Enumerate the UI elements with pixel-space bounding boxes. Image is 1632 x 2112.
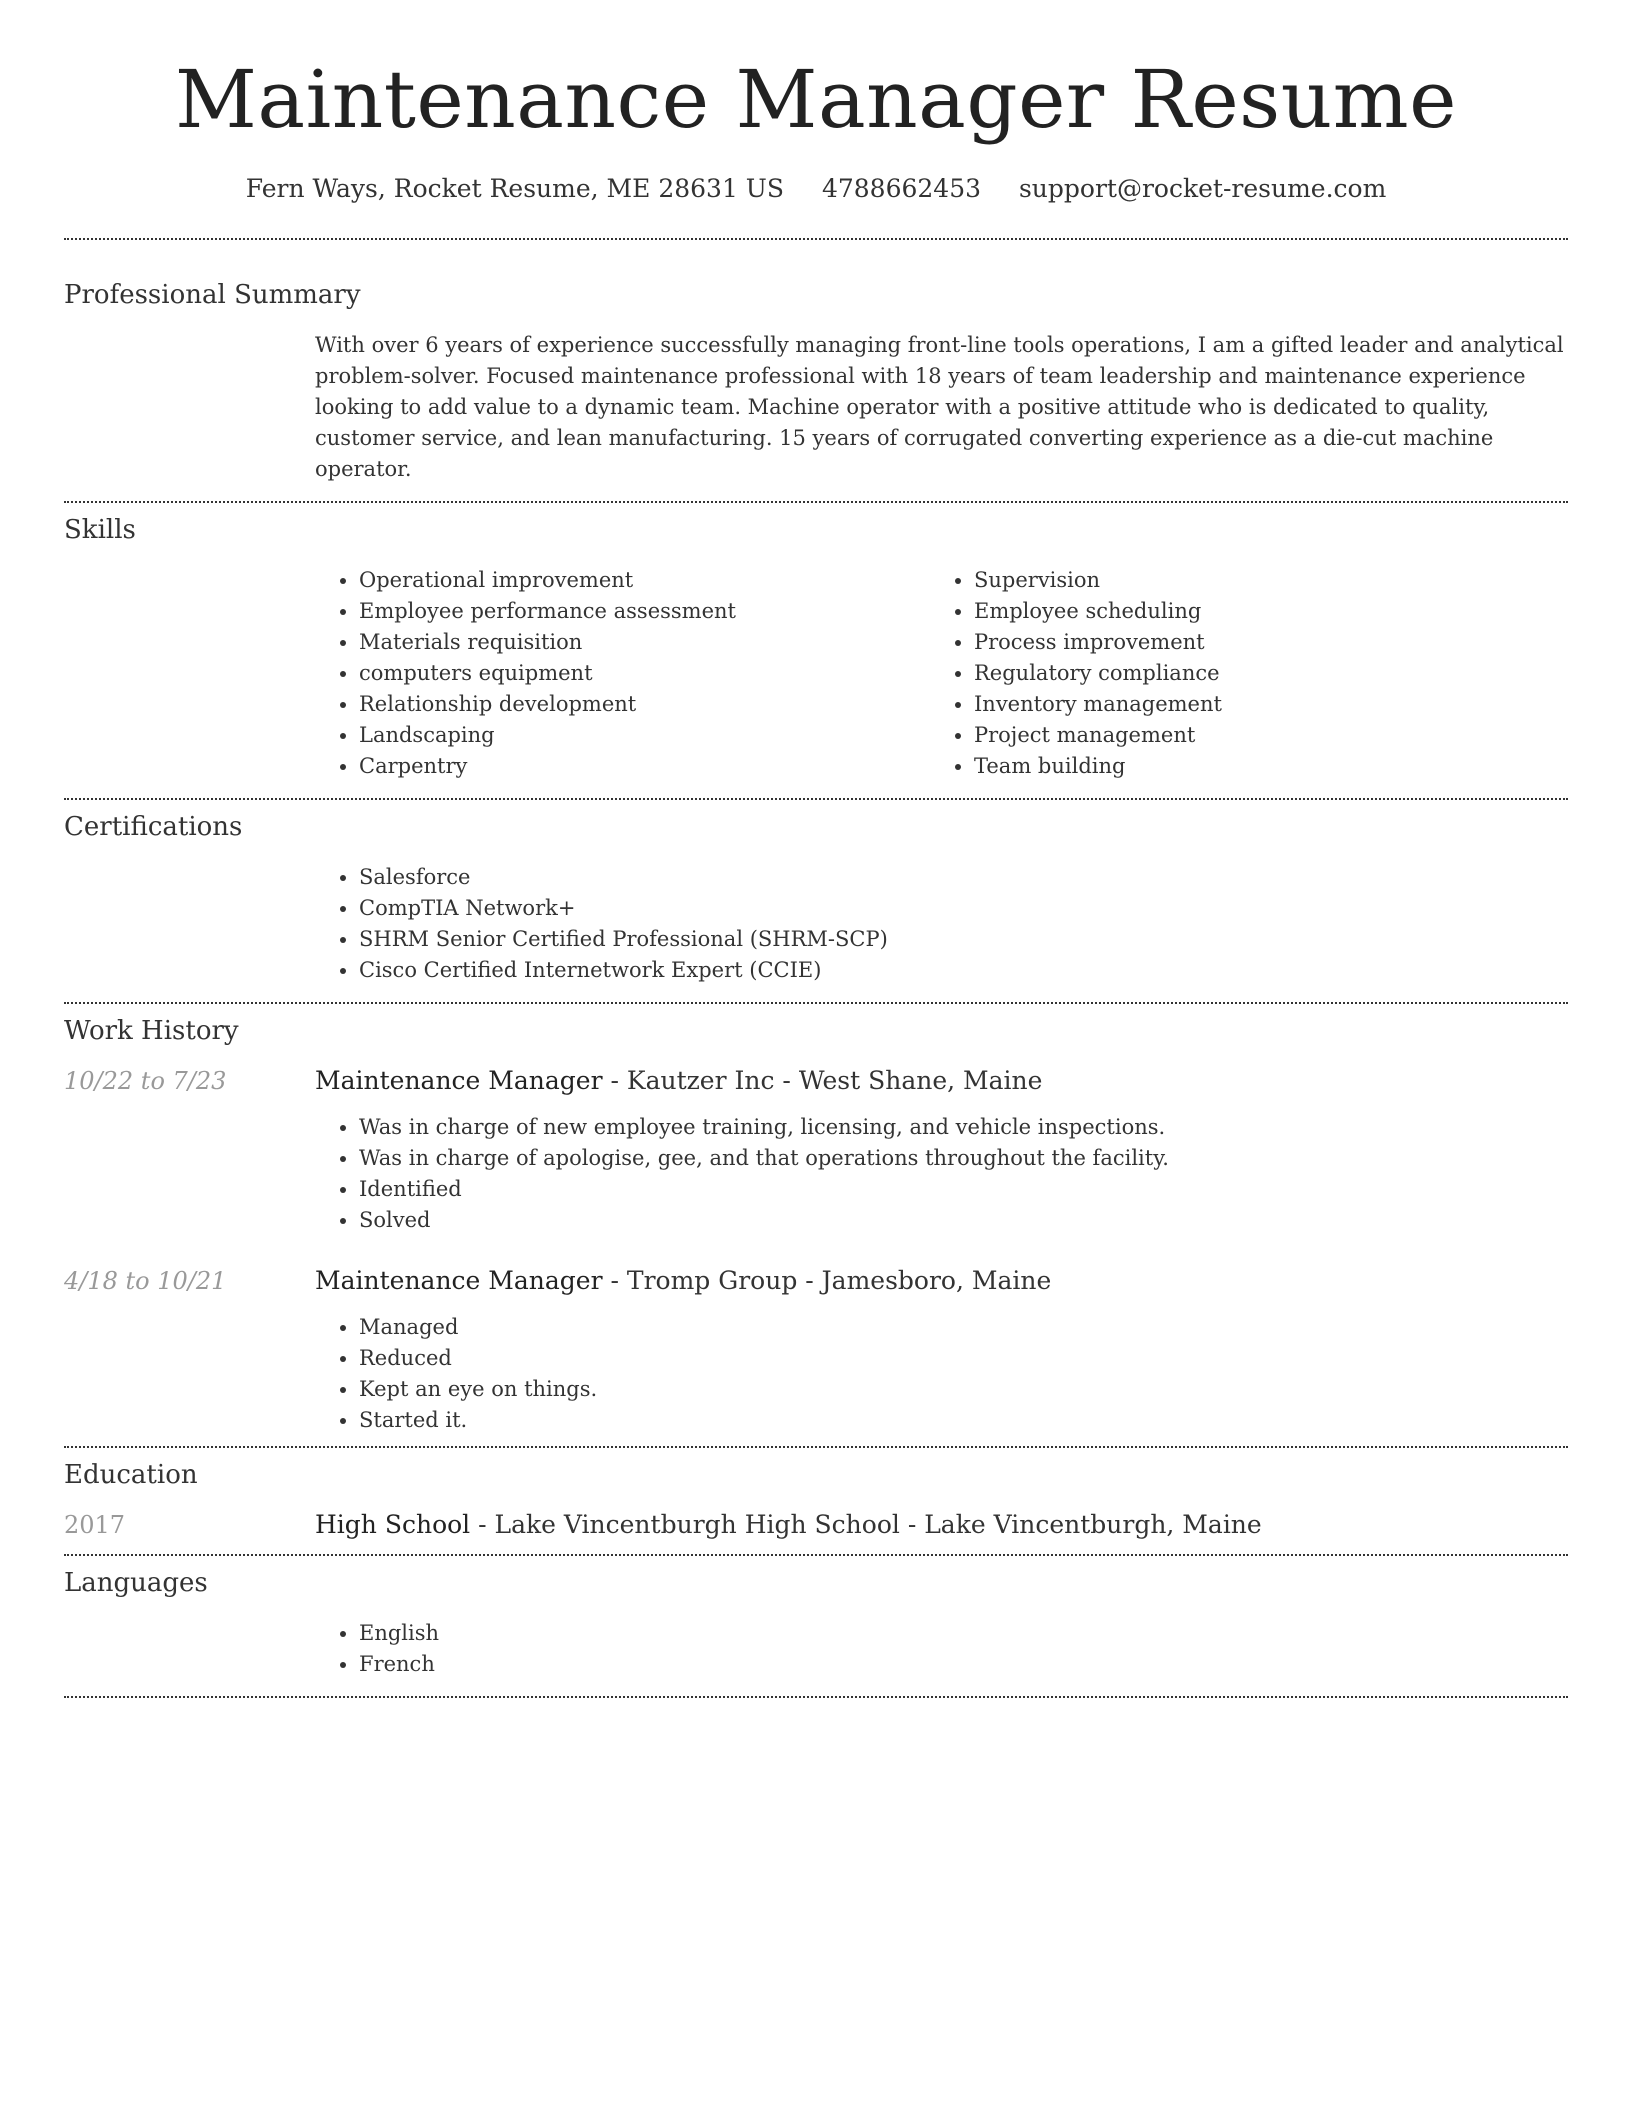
job-header-row bbox=[64, 1264, 1568, 1298]
job-bullet: • Kept an eye on things. bbox=[359, 1374, 1568, 1405]
section-title-languages: Languages bbox=[64, 1568, 208, 1598]
skill-item: • Inventory management bbox=[974, 689, 1545, 720]
summary-text: With over 6 years of experience successfully managing front-line tools operations, I am a gifted leader and analytical problem-solver. Focused maintenance professional with 18 years of team leadership and maintenance experience looking to add value to a dynamic team. Machine operator with a positive attitude who is dedicated to quality, customer service, and lean manufacturing. 15 years of corrugated converting experience as a die-cut machine operator. bbox=[315, 333, 1564, 481]
job-company-location: Tromp Group - Jamesboro, Maine bbox=[626, 1266, 1052, 1295]
job-bullet-list bbox=[315, 1312, 1568, 1436]
section-title-education: Education bbox=[64, 1460, 198, 1490]
certification-item: • Cisco Certified Internetwork Expert (CCIE) bbox=[359, 955, 1568, 986]
summary-section bbox=[64, 240, 1568, 501]
education-degree: High School bbox=[315, 1510, 471, 1539]
job-company-location: Kautzer Inc - West Shane, Maine bbox=[626, 1066, 1043, 1095]
skill-item: • Landscaping bbox=[359, 720, 930, 751]
skill-item: • Carpentry bbox=[359, 751, 930, 782]
skill-item: • Operational improvement bbox=[359, 565, 930, 596]
education-separator: - bbox=[470, 1510, 495, 1539]
job-title bbox=[315, 1264, 1051, 1298]
job-title bbox=[315, 1064, 1042, 1098]
certifications-content bbox=[315, 862, 1568, 1002]
education-year: 2017 bbox=[64, 1511, 126, 1539]
certification-item: • Salesforce bbox=[359, 862, 1568, 893]
email: support@rocket-resume.com bbox=[1018, 174, 1387, 203]
job-bullet: • Reduced bbox=[359, 1343, 1568, 1374]
skills-grid bbox=[315, 565, 1568, 798]
skill-item: • Supervision bbox=[974, 565, 1545, 596]
section-title-work-history: Work History bbox=[64, 1016, 239, 1046]
skill-item: • Employee scheduling bbox=[974, 596, 1545, 627]
resume-page bbox=[64, 0, 1568, 1698]
job-bullet-list bbox=[315, 1112, 1568, 1236]
languages-content bbox=[315, 1618, 1568, 1696]
skills-section bbox=[64, 503, 1568, 798]
certification-item: • CompTIA Network+ bbox=[359, 893, 1568, 924]
skill-item: • Project management bbox=[974, 720, 1545, 751]
job-dates: 4/18 to 10/21 bbox=[64, 1267, 227, 1295]
job-bullet: • Was in charge of new employee training, licensing, and vehicle inspections. bbox=[359, 1112, 1568, 1143]
section-title-certifications: Certifications bbox=[64, 812, 243, 842]
job-separator: - bbox=[602, 1266, 627, 1295]
section-title-skills: Skills bbox=[64, 515, 136, 545]
section-title-summary: Professional Summary bbox=[64, 280, 361, 310]
job-bullet: • Was in charge of apologise, gee, and that operations throughout the facility. bbox=[359, 1143, 1568, 1174]
skills-list-left bbox=[315, 565, 930, 782]
education-school: Lake Vincentburgh High School - Lake Vincentburgh, Maine bbox=[494, 1510, 1262, 1539]
job-bullets bbox=[315, 1112, 1568, 1236]
job-header-row bbox=[64, 1064, 1568, 1098]
job-separator: - bbox=[602, 1066, 627, 1095]
skill-item: • computers equipment bbox=[359, 658, 930, 689]
skill-item: • Team building bbox=[974, 751, 1545, 782]
certifications-list bbox=[315, 862, 1568, 986]
job-bullet: • Solved bbox=[359, 1205, 1568, 1236]
job-role: Maintenance Manager bbox=[315, 1066, 603, 1095]
job-entry bbox=[64, 1264, 1568, 1436]
skills-list-right bbox=[930, 565, 1545, 782]
address: Fern Ways, Rocket Resume, ME 28631 US bbox=[245, 174, 784, 203]
languages-section bbox=[64, 1556, 1568, 1696]
jobs-list bbox=[64, 1064, 1568, 1446]
job-bullet: • Identified bbox=[359, 1174, 1568, 1205]
divider bbox=[64, 1696, 1568, 1698]
skill-item: • Relationship development bbox=[359, 689, 930, 720]
job-bullets bbox=[315, 1312, 1568, 1436]
education-title bbox=[315, 1508, 1262, 1542]
job-entry bbox=[64, 1064, 1568, 1236]
certification-item: • SHRM Senior Certified Professional (SHRM-SCP) bbox=[359, 924, 1568, 955]
work-history-section bbox=[64, 1004, 1568, 1446]
languages-list bbox=[315, 1618, 1568, 1680]
education-entry bbox=[64, 1508, 1568, 1542]
language-item: • English bbox=[359, 1618, 1568, 1649]
education-list bbox=[64, 1508, 1568, 1554]
job-dates: 10/22 to 7/23 bbox=[64, 1067, 227, 1095]
skill-item: • Process improvement bbox=[974, 627, 1545, 658]
contact-line bbox=[64, 172, 1568, 206]
certifications-section bbox=[64, 800, 1568, 1002]
resume-title: Maintenance Manager Resume bbox=[175, 53, 1457, 146]
language-item: • French bbox=[359, 1649, 1568, 1680]
education-section bbox=[64, 1448, 1568, 1554]
job-bullet: • Started it. bbox=[359, 1405, 1568, 1436]
job-role: Maintenance Manager bbox=[315, 1266, 603, 1295]
skill-item: • Employee performance assessment bbox=[359, 596, 930, 627]
job-bullet: • Managed bbox=[359, 1312, 1568, 1343]
phone: 4788662453 bbox=[821, 174, 982, 203]
skill-item: • Materials requisition bbox=[359, 627, 930, 658]
skill-item: • Regulatory compliance bbox=[974, 658, 1545, 689]
